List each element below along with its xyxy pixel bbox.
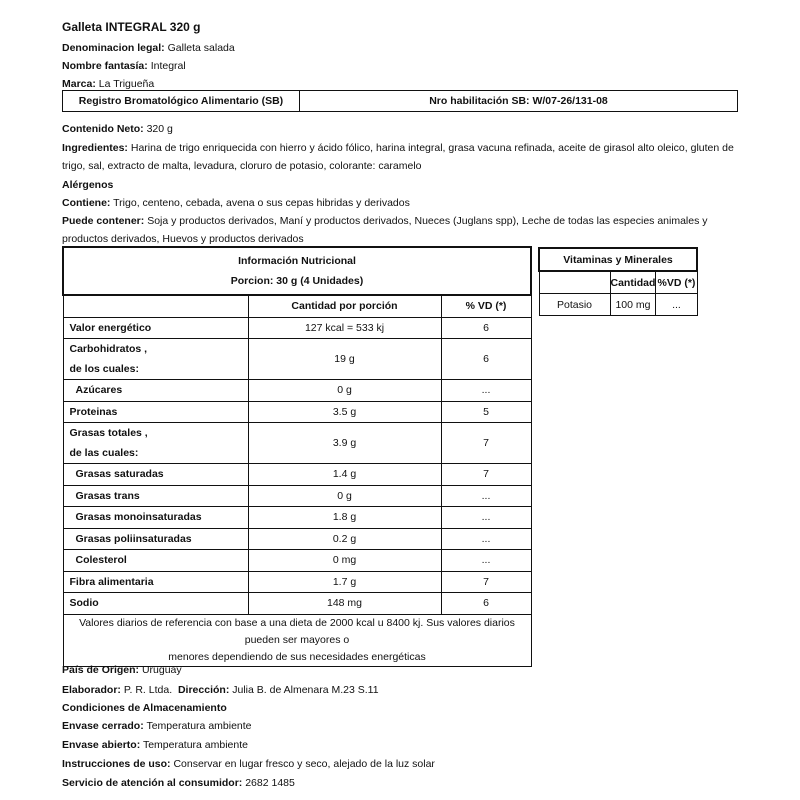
- table-row: [63, 528, 531, 550]
- row-qty: 0 g: [248, 380, 441, 402]
- abierto-value: Temperatura ambiente: [142, 739, 248, 751]
- row-qty: 1.7 g: [248, 571, 441, 593]
- row-vd: 6: [441, 593, 531, 615]
- marca-line: [62, 77, 154, 91]
- contiene-label: Contiene:: [62, 197, 111, 209]
- direccion-label: Dirección:: [177, 684, 230, 696]
- instrucciones-line: [62, 757, 435, 771]
- vitamins-table: [538, 247, 698, 316]
- footnote-line1: Valores diarios de referencia con base a una dieta de 2000 kcal u 8400 kj. Sus valores diarios pueden ser mayores o: [79, 616, 515, 646]
- table-row: [63, 593, 531, 615]
- row-label: [63, 339, 248, 380]
- table-row: [63, 317, 531, 339]
- row-label: [63, 423, 248, 464]
- row-qty: 127 kcal = 533 kj: [248, 317, 441, 339]
- instrucciones-value: Conservar en lugar fresco y seco, alejado de la luz solar: [173, 758, 435, 770]
- row-qty: 3.5 g: [248, 401, 441, 423]
- denominacion-value: Galleta salada: [167, 42, 235, 54]
- row-qty: 148 mg: [248, 593, 441, 615]
- row-label-line1: Carbohidratos ,: [69, 343, 148, 355]
- alergenos-title: Alérgenos: [62, 179, 114, 191]
- table-row: [63, 550, 531, 572]
- origen-value: Uruguay: [141, 664, 182, 676]
- nutrition-title: Información Nutricional: [238, 255, 356, 267]
- nutrition-footnote: [63, 614, 531, 666]
- row-qty: 1.8 g: [248, 507, 441, 529]
- ingredientes-value: Harina de trigo enriquecida con hierro y ácido fólico, harina integral, grasa vacuna refinada, aceite de girasol alto oleico, gluten de trigo, sal, extracto de malta, levadura, cloruro de potasio, colorante: caramelo: [62, 142, 734, 172]
- row-qty: 1.4 g: [248, 464, 441, 486]
- row-label: Fibra alimentaria: [63, 571, 248, 593]
- direccion-value: Julia B. de Almenara M.23 S.11: [232, 684, 379, 696]
- contenido-label: Contenido Neto:: [62, 123, 144, 135]
- nutrition-col-vd: % VD (*): [441, 295, 531, 317]
- condiciones-title: Condiciones de Almacenamiento: [62, 702, 227, 714]
- nutrition-porcion: Porcion: 30 g (4 Unidades): [230, 275, 364, 287]
- row-qty: 0 g: [248, 485, 441, 507]
- puede-contener-label: Puede contener:: [62, 215, 145, 227]
- table-row: [63, 423, 531, 464]
- contenido-line: [62, 122, 173, 136]
- row-qty: 19 g: [248, 339, 441, 380]
- row-label: Grasas monoinsaturadas: [63, 507, 248, 529]
- table-row: [63, 571, 531, 593]
- nutrition-header: [63, 247, 531, 295]
- footnote-line2: menores dependiendo de sus necesidades energéticas: [168, 650, 426, 663]
- table-row: [63, 339, 531, 380]
- servicio-value: 2682 1485: [245, 777, 295, 789]
- marca-value: La Trigueña: [98, 78, 155, 90]
- abierto-label: Envase abierto:: [62, 739, 141, 751]
- row-qty: 0 mg: [248, 550, 441, 572]
- ingredientes-para: [62, 139, 742, 175]
- nutrition-col-cantidad: Cantidad por porción: [248, 295, 441, 317]
- elaborador-line: [62, 683, 379, 697]
- fantasia-label: Nombre fantasía:: [62, 60, 148, 72]
- row-vd: 6: [441, 339, 531, 380]
- table-row: [63, 401, 531, 423]
- table-row: [63, 485, 531, 507]
- vitamins-row-vd: ...: [656, 294, 697, 316]
- row-qty: 3.9 g: [248, 423, 441, 464]
- row-label: Valor energético: [63, 317, 248, 339]
- row-label-line1: Grasas totales ,: [69, 427, 148, 439]
- row-vd: ...: [441, 550, 531, 572]
- servicio-label: Servicio de atención al consumidor:: [62, 777, 243, 789]
- row-label: Proteinas: [63, 401, 248, 423]
- origen-line: [62, 663, 182, 677]
- row-label: Azúcares: [63, 380, 248, 402]
- row-label: Colesterol: [63, 550, 248, 572]
- row-vd: ...: [441, 485, 531, 507]
- vitamins-row-qty: 100 mg: [610, 294, 656, 316]
- contiene-line: [62, 196, 410, 210]
- vitamins-col-vd: %VD (*): [656, 271, 697, 294]
- cerrado-label: Envase cerrado:: [62, 720, 144, 732]
- row-label: Grasas trans: [63, 485, 248, 507]
- registro-col1: Registro Bromatológico Alimentario (SB): [63, 91, 300, 112]
- row-label: Sodio: [63, 593, 248, 615]
- row-vd: ...: [441, 507, 531, 529]
- row-label: Grasas saturadas: [63, 464, 248, 486]
- row-label-line2: de los cuales:: [69, 363, 139, 375]
- product-title: Galleta INTEGRAL 320 g: [62, 20, 201, 34]
- origen-label: País de Origen:: [62, 664, 140, 676]
- row-label: Grasas poliinsaturadas: [63, 528, 248, 550]
- contenido-value: 320 g: [146, 123, 173, 135]
- row-qty: 0.2 g: [248, 528, 441, 550]
- instrucciones-label: Instrucciones de uso:: [62, 758, 171, 770]
- servicio-line: [62, 776, 295, 790]
- elaborador-label: Elaborador:: [62, 684, 121, 696]
- ingredientes-label: Ingredientes:: [62, 142, 128, 154]
- marca-label: Marca:: [62, 78, 96, 90]
- nutrition-table: [62, 246, 532, 667]
- registro-table: [62, 90, 738, 112]
- table-row: [63, 380, 531, 402]
- fantasia-line: [62, 59, 186, 73]
- puede-contener-para: [62, 212, 742, 248]
- elaborador-value: P. R. Ltda.: [123, 684, 173, 696]
- abierto-line: [62, 738, 248, 752]
- row-label-line2: de las cuales:: [69, 447, 139, 459]
- nutrition-col-empty: [63, 295, 248, 317]
- registro-col2: Nro habilitación SB: W/07-26/131-08: [300, 91, 738, 112]
- row-vd: 7: [441, 464, 531, 486]
- denominacion-line: [62, 41, 235, 55]
- row-vd: 7: [441, 423, 531, 464]
- table-row: [63, 507, 531, 529]
- row-vd: 5: [441, 401, 531, 423]
- row-vd: ...: [441, 528, 531, 550]
- row-vd: 6: [441, 317, 531, 339]
- vitamins-title: Vitaminas y Minerales: [539, 248, 697, 271]
- cerrado-line: [62, 719, 252, 733]
- vitamins-row-label: Potasio: [539, 294, 610, 316]
- fantasia-value: Integral: [150, 60, 186, 72]
- row-vd: ...: [441, 380, 531, 402]
- contiene-value: Trigo, centeno, cebada, avena o sus cepas hibridas y derivados: [113, 197, 410, 209]
- vitamins-col-cantidad: Cantidad: [610, 271, 656, 294]
- puede-contener-value: Soja y productos derivados, Maní y productos derivados, Nueces (Juglans spp), Leche de todas las especies animales y productos derivados, Huevos y productos derivados: [62, 215, 708, 245]
- cerrado-value: Temperatura ambiente: [146, 720, 252, 732]
- table-row: [63, 464, 531, 486]
- denominacion-label: Denominacion legal:: [62, 42, 165, 54]
- table-row: [539, 294, 697, 316]
- vitamins-col-empty: [539, 271, 610, 294]
- row-vd: 7: [441, 571, 531, 593]
